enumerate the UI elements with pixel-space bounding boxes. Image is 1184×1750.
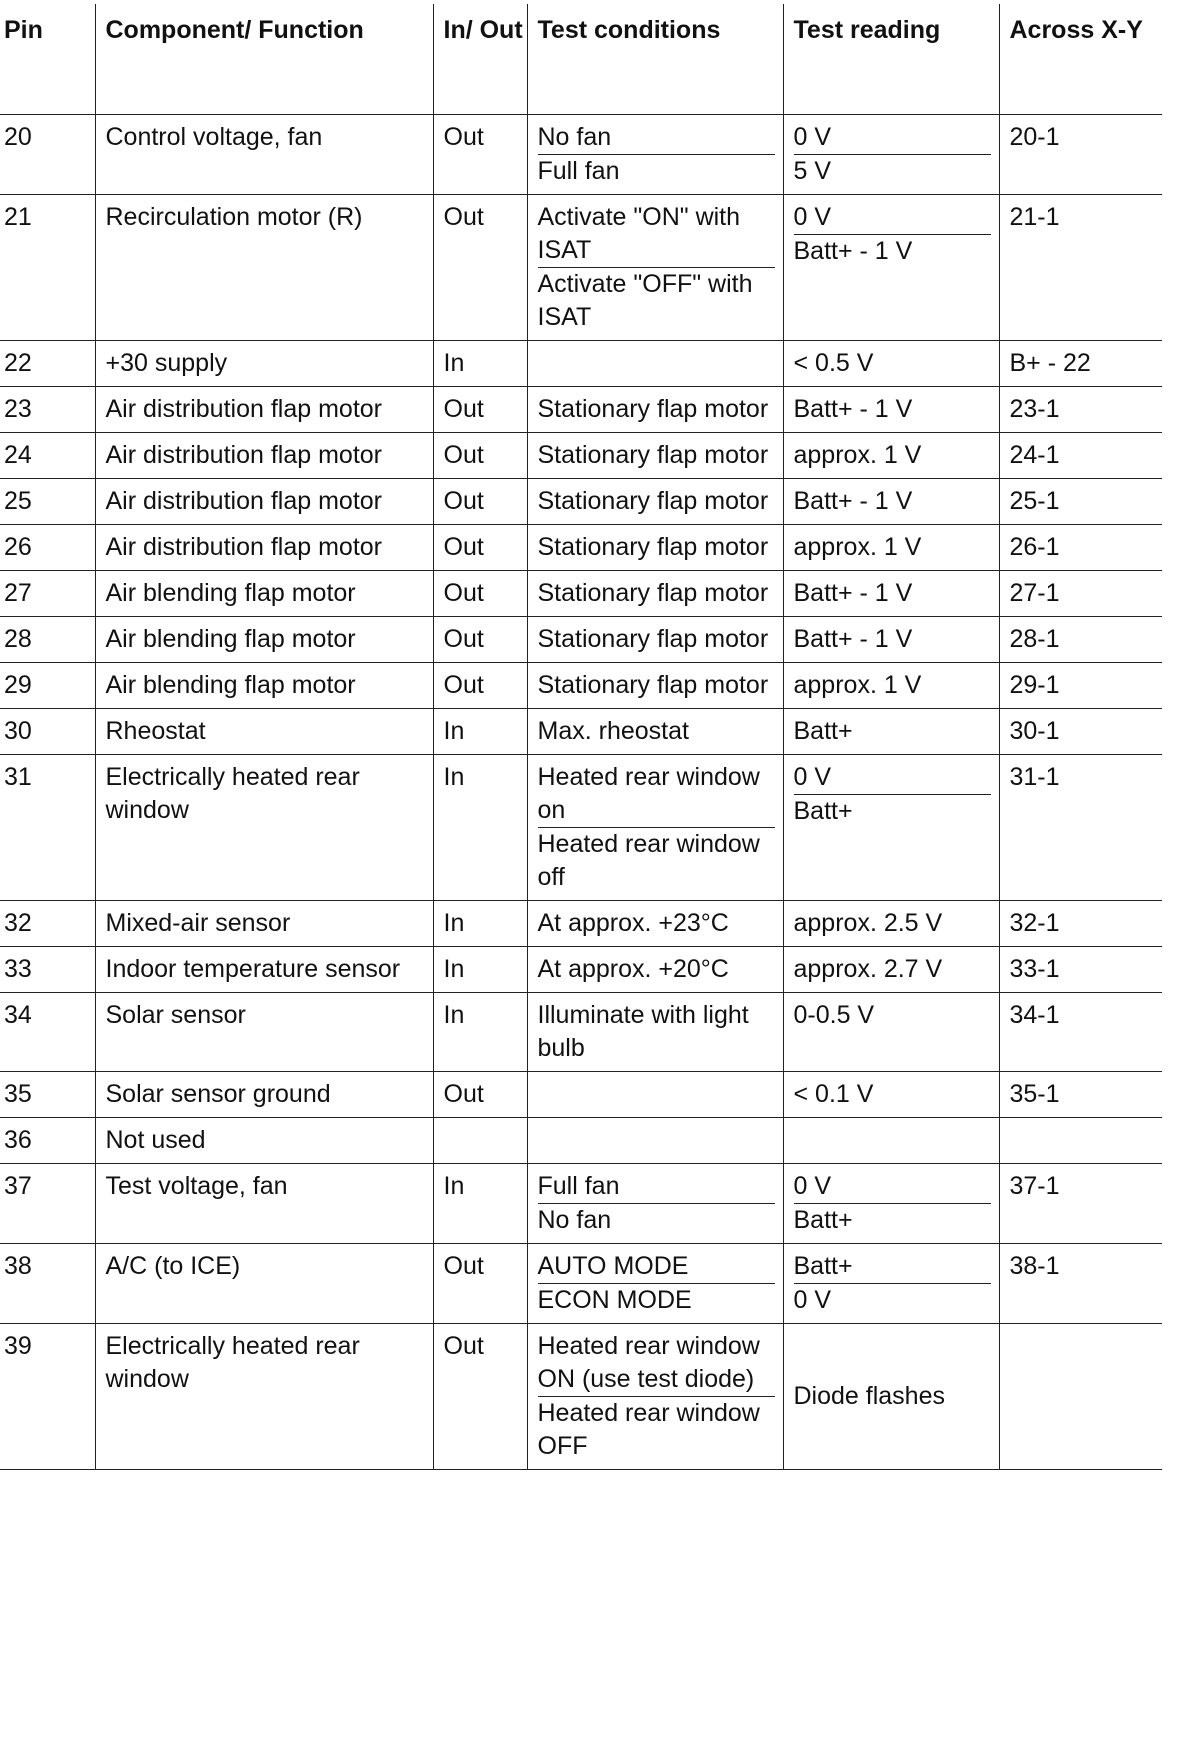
- table-row: [0, 387, 1162, 433]
- cell-inout: Out: [433, 1244, 527, 1324]
- cell-test-conditions: [527, 709, 783, 755]
- cell-across: 24-1: [999, 433, 1162, 479]
- cell-test-conditions: [527, 195, 783, 341]
- cell-across: 30-1: [999, 709, 1162, 755]
- test-reading: 0-0.5 V: [793, 1001, 875, 1029]
- test-condition: At approx. +20°C: [537, 955, 729, 983]
- cell-across: 20-1: [999, 115, 1162, 195]
- table-row: [0, 663, 1162, 709]
- cell-component: Electrically heated rear window: [95, 755, 433, 901]
- cell-pin: 25: [0, 479, 95, 525]
- cell-inout: In: [433, 709, 527, 755]
- table-row: [0, 755, 1162, 901]
- cell-inout: Out: [433, 1072, 527, 1118]
- table-row: [0, 195, 1162, 341]
- test-reading: Batt+ - 1 V: [793, 487, 913, 515]
- cell-test-reading: [783, 387, 999, 433]
- table-row: [0, 993, 1162, 1072]
- test-reading: Batt+: [793, 1252, 853, 1280]
- cell-component: Air distribution flap motor: [95, 433, 433, 479]
- cell-inout: Out: [433, 387, 527, 433]
- table-row: [0, 341, 1162, 387]
- cell-test-conditions: [527, 947, 783, 993]
- table-row: [0, 1324, 1162, 1470]
- cell-inout: [433, 1118, 527, 1164]
- test-reading: < 0.1 V: [793, 1080, 874, 1108]
- cell-test-reading: [783, 1244, 999, 1324]
- test-condition: Full fan: [537, 1172, 620, 1200]
- cell-test-conditions: [527, 1164, 783, 1244]
- test-reading: 0 V: [793, 763, 832, 791]
- test-reading: 5 V: [794, 154, 991, 188]
- cell-inout: Out: [433, 663, 527, 709]
- header-test-reading: Test reading: [783, 4, 999, 115]
- cell-component: A/C (to ICE): [95, 1244, 433, 1324]
- cell-across: 27-1: [999, 571, 1162, 617]
- cell-test-reading: [783, 1072, 999, 1118]
- test-condition: Stationary flap motor: [537, 487, 769, 515]
- cell-across: 28-1: [999, 617, 1162, 663]
- test-condition: Activate "ON" with ISAT: [537, 203, 741, 264]
- test-reading: Diode flashes: [793, 1382, 945, 1410]
- cell-across: 26-1: [999, 525, 1162, 571]
- header-across: Across X-Y: [999, 4, 1162, 115]
- cell-test-reading: [783, 341, 999, 387]
- test-reading: 0 V: [793, 203, 832, 231]
- header-inout: In/ Out: [433, 4, 527, 115]
- cell-inout: Out: [433, 115, 527, 195]
- cell-test-reading: [783, 1324, 999, 1470]
- header-component: Component/ Function: [95, 4, 433, 115]
- test-reading: approx. 1 V: [793, 671, 922, 699]
- cell-test-conditions: [527, 755, 783, 901]
- cell-pin: 36: [0, 1118, 95, 1164]
- table-row: [0, 901, 1162, 947]
- test-reading: approx. 2.7 V: [793, 955, 943, 983]
- cell-inout: In: [433, 755, 527, 901]
- cell-test-reading: [783, 433, 999, 479]
- cell-across: 29-1: [999, 663, 1162, 709]
- cell-component: +30 supply: [95, 341, 433, 387]
- cell-inout: Out: [433, 1324, 527, 1470]
- cell-component: Air distribution flap motor: [95, 525, 433, 571]
- cell-pin: 24: [0, 433, 95, 479]
- cell-component: Air blending flap motor: [95, 663, 433, 709]
- table-row: [0, 947, 1162, 993]
- test-reading: 0 V: [794, 1283, 991, 1317]
- test-condition: Heated rear window ON (use test diode): [537, 1332, 760, 1393]
- table-header-row: [0, 4, 1162, 115]
- cell-component: Solar sensor ground: [95, 1072, 433, 1118]
- test-reading: approx. 1 V: [793, 533, 922, 561]
- test-reading: Batt+ - 1 V: [793, 625, 913, 653]
- test-condition: Stationary flap motor: [537, 671, 769, 699]
- cell-across: 33-1: [999, 947, 1162, 993]
- cell-component: Test voltage, fan: [95, 1164, 433, 1244]
- cell-pin: 28: [0, 617, 95, 663]
- pin-assignment-table: [0, 4, 1162, 1470]
- header-pin: Pin: [0, 4, 95, 115]
- table-row: [0, 433, 1162, 479]
- cell-across: 31-1: [999, 755, 1162, 901]
- cell-test-reading: [783, 525, 999, 571]
- cell-across: 25-1: [999, 479, 1162, 525]
- cell-across: B+ - 22: [999, 341, 1162, 387]
- test-reading: approx. 1 V: [793, 441, 922, 469]
- cell-test-conditions: [527, 479, 783, 525]
- test-condition: Stationary flap motor: [537, 441, 769, 469]
- table-row: [0, 525, 1162, 571]
- cell-pin: 34: [0, 993, 95, 1072]
- cell-test-conditions: [527, 387, 783, 433]
- cell-inout: In: [433, 993, 527, 1072]
- table-row: [0, 571, 1162, 617]
- cell-test-reading: [783, 901, 999, 947]
- cell-component: Air blending flap motor: [95, 617, 433, 663]
- cell-inout: In: [433, 901, 527, 947]
- cell-pin: 27: [0, 571, 95, 617]
- cell-across: 35-1: [999, 1072, 1162, 1118]
- cell-pin: 33: [0, 947, 95, 993]
- cell-pin: 29: [0, 663, 95, 709]
- test-reading: approx. 2.5 V: [793, 909, 943, 937]
- test-condition: Illuminate with light bulb: [537, 1001, 749, 1062]
- test-condition: Heated rear window off: [538, 827, 775, 894]
- cell-pin: 39: [0, 1324, 95, 1470]
- cell-test-reading: [783, 1164, 999, 1244]
- cell-pin: 20: [0, 115, 95, 195]
- cell-inout: In: [433, 341, 527, 387]
- cell-test-reading: [783, 993, 999, 1072]
- cell-across: 38-1: [999, 1244, 1162, 1324]
- test-reading: Batt+ - 1 V: [794, 234, 991, 268]
- cell-component: Indoor temperature sensor: [95, 947, 433, 993]
- test-condition: Stationary flap motor: [537, 395, 769, 423]
- cell-test-conditions: [527, 1244, 783, 1324]
- table-row: [0, 709, 1162, 755]
- cell-test-conditions: [527, 663, 783, 709]
- test-condition: Stationary flap motor: [537, 625, 769, 653]
- cell-component: Air distribution flap motor: [95, 387, 433, 433]
- table-body: [0, 115, 1162, 1470]
- cell-pin: 32: [0, 901, 95, 947]
- cell-pin: 22: [0, 341, 95, 387]
- cell-test-conditions: [527, 1072, 783, 1118]
- cell-test-conditions: [527, 571, 783, 617]
- cell-test-reading: [783, 195, 999, 341]
- cell-inout: Out: [433, 525, 527, 571]
- cell-across: [999, 1324, 1162, 1470]
- cell-component: Rheostat: [95, 709, 433, 755]
- test-reading: < 0.5 V: [793, 349, 874, 377]
- cell-inout: In: [433, 947, 527, 993]
- table-row: [0, 115, 1162, 195]
- cell-inout: Out: [433, 479, 527, 525]
- cell-test-reading: [783, 479, 999, 525]
- cell-test-conditions: [527, 115, 783, 195]
- cell-pin: 23: [0, 387, 95, 433]
- cell-component: Control voltage, fan: [95, 115, 433, 195]
- test-condition: No fan: [538, 1203, 775, 1237]
- cell-pin: 26: [0, 525, 95, 571]
- cell-pin: 31: [0, 755, 95, 901]
- test-condition: Activate "OFF" with ISAT: [538, 267, 775, 334]
- cell-component: Not used: [95, 1118, 433, 1164]
- cell-test-reading: [783, 947, 999, 993]
- test-condition: No fan: [537, 123, 612, 151]
- test-reading: Batt+: [794, 1203, 991, 1237]
- cell-test-conditions: [527, 341, 783, 387]
- cell-across: 32-1: [999, 901, 1162, 947]
- table-row: [0, 1244, 1162, 1324]
- cell-pin: 35: [0, 1072, 95, 1118]
- cell-component: Solar sensor: [95, 993, 433, 1072]
- test-condition: Stationary flap motor: [537, 533, 769, 561]
- table-row: [0, 479, 1162, 525]
- cell-pin: 21: [0, 195, 95, 341]
- test-reading: 0 V: [793, 123, 832, 151]
- test-reading: Batt+ - 1 V: [793, 395, 913, 423]
- cell-test-conditions: [527, 525, 783, 571]
- cell-inout: Out: [433, 433, 527, 479]
- test-reading: 0 V: [793, 1172, 832, 1200]
- test-condition: Stationary flap motor: [537, 579, 769, 607]
- cell-test-conditions: [527, 1324, 783, 1470]
- table-row: [0, 617, 1162, 663]
- cell-inout: Out: [433, 571, 527, 617]
- cell-across: [999, 1118, 1162, 1164]
- cell-test-conditions: [527, 901, 783, 947]
- cell-across: 34-1: [999, 993, 1162, 1072]
- cell-test-reading: [783, 571, 999, 617]
- cell-test-conditions: [527, 993, 783, 1072]
- cell-test-reading: [783, 663, 999, 709]
- cell-pin: 30: [0, 709, 95, 755]
- test-condition: ECON MODE: [538, 1283, 775, 1317]
- cell-inout: Out: [433, 195, 527, 341]
- cell-pin: 38: [0, 1244, 95, 1324]
- cell-test-reading: [783, 755, 999, 901]
- cell-across: 21-1: [999, 195, 1162, 341]
- header-test-conditions: Test conditions: [527, 4, 783, 115]
- test-reading: Batt+: [794, 794, 991, 828]
- test-condition: At approx. +23°C: [537, 909, 729, 937]
- cell-test-reading: [783, 1118, 999, 1164]
- cell-inout: In: [433, 1164, 527, 1244]
- table-row: [0, 1164, 1162, 1244]
- test-condition: Heated rear window OFF: [538, 1396, 775, 1463]
- cell-pin: 37: [0, 1164, 95, 1244]
- test-condition: Heated rear window on: [537, 763, 760, 824]
- cell-component: Electrically heated rear window: [95, 1324, 433, 1470]
- table-row: [0, 1072, 1162, 1118]
- test-condition: Full fan: [538, 154, 775, 188]
- test-reading: Batt+: [793, 717, 853, 745]
- test-reading: Batt+ - 1 V: [793, 579, 913, 607]
- cell-test-reading: [783, 115, 999, 195]
- cell-test-reading: [783, 617, 999, 663]
- table-row: [0, 1118, 1162, 1164]
- cell-test-reading: [783, 709, 999, 755]
- cell-test-conditions: [527, 617, 783, 663]
- cell-component: Air blending flap motor: [95, 571, 433, 617]
- cell-across: 23-1: [999, 387, 1162, 433]
- cell-component: Mixed-air sensor: [95, 901, 433, 947]
- test-condition: Max. rheostat: [537, 717, 689, 745]
- cell-across: 37-1: [999, 1164, 1162, 1244]
- cell-test-conditions: [527, 1118, 783, 1164]
- cell-test-conditions: [527, 433, 783, 479]
- test-condition: AUTO MODE: [537, 1252, 689, 1280]
- cell-component: Air distribution flap motor: [95, 479, 433, 525]
- cell-component: Recirculation motor (R): [95, 195, 433, 341]
- cell-inout: Out: [433, 617, 527, 663]
